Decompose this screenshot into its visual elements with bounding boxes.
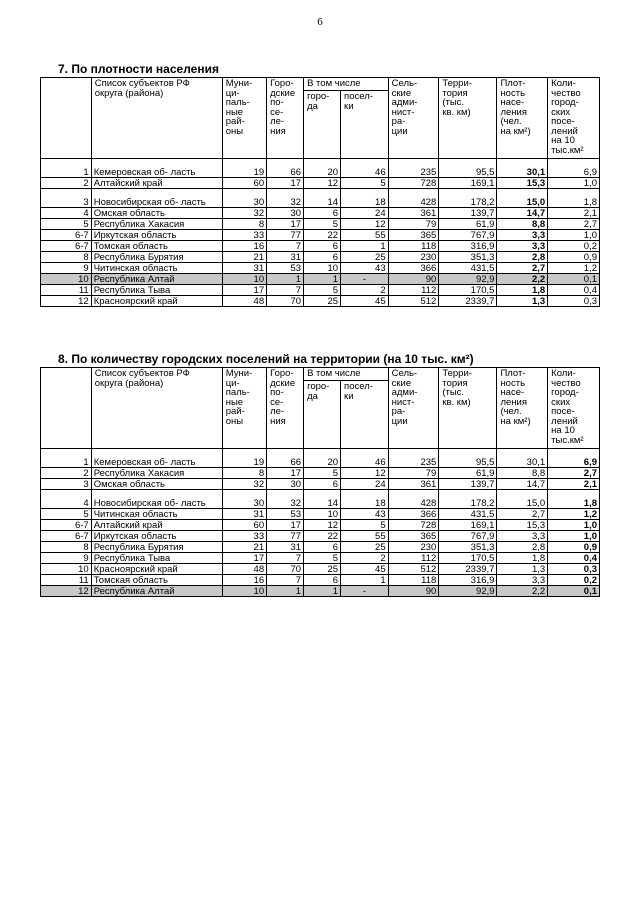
territory-cell: 351,3 bbox=[439, 542, 497, 553]
header-urban-settlements: Горо- дские по- се- ле- ния bbox=[267, 78, 304, 159]
rank-cell: 4 bbox=[41, 490, 92, 509]
settlements-cell: 1 bbox=[341, 575, 389, 586]
urban-count-cell: 1,8 bbox=[548, 189, 600, 208]
header-including: В том числе bbox=[304, 368, 389, 381]
settlements-cell: 12 bbox=[341, 468, 389, 479]
settlements-cell: 55 bbox=[341, 531, 389, 542]
subject-name-cell: Омская область bbox=[91, 479, 222, 490]
density-cell: 30,1 bbox=[497, 449, 548, 468]
urban-count-cell: 0,9 bbox=[548, 252, 600, 263]
settlements-cell: 12 bbox=[341, 219, 389, 230]
table-row bbox=[41, 230, 600, 241]
territory-cell: 2339,7 bbox=[439, 296, 497, 307]
table-row bbox=[41, 263, 600, 274]
urban-count-cell: 0,1 bbox=[548, 586, 600, 597]
territory-cell: 316,9 bbox=[439, 241, 497, 252]
settlements-cell: 25 bbox=[341, 252, 389, 263]
subject-name-cell: Республика Тыва bbox=[91, 285, 222, 296]
rural-administrations-cell: 361 bbox=[388, 479, 439, 490]
territory-cell: 2339,7 bbox=[439, 564, 497, 575]
subject-name-cell: Республика Алтай bbox=[91, 586, 222, 597]
settlements-cell: 46 bbox=[341, 159, 389, 178]
table-row bbox=[41, 296, 600, 307]
settlements-cell: 18 bbox=[341, 189, 389, 208]
territory-cell: 767,9 bbox=[439, 531, 497, 542]
urban-settlements-ranking-table bbox=[40, 367, 600, 597]
municipal-districts-cell: 8 bbox=[222, 468, 266, 479]
cities-cell: 22 bbox=[304, 230, 341, 241]
territory-cell: 95,5 bbox=[439, 159, 497, 178]
cities-cell: 12 bbox=[304, 178, 341, 189]
urban-count-cell: 2,1 bbox=[548, 479, 600, 490]
subject-name-cell: Иркутская область bbox=[91, 230, 222, 241]
urban-settlements-cell: 31 bbox=[267, 542, 304, 553]
urban-count-cell: 6,9 bbox=[548, 449, 600, 468]
density-cell: 14,7 bbox=[497, 479, 548, 490]
settlements-cell: 25 bbox=[341, 542, 389, 553]
cities-cell: 6 bbox=[304, 241, 341, 252]
rank-cell: 11 bbox=[41, 285, 92, 296]
cities-cell: 6 bbox=[304, 575, 341, 586]
municipal-districts-cell: 32 bbox=[222, 208, 266, 219]
settlements-cell: - bbox=[341, 586, 389, 597]
header-settlements: посел- ки bbox=[341, 91, 389, 159]
rural-administrations-cell: 90 bbox=[388, 274, 439, 285]
cities-cell: 22 bbox=[304, 531, 341, 542]
density-cell: 2,2 bbox=[497, 586, 548, 597]
rural-administrations-cell: 235 bbox=[388, 159, 439, 178]
subject-name-cell: Алтайский край bbox=[91, 520, 222, 531]
settlements-cell: 5 bbox=[341, 520, 389, 531]
urban-settlements-cell: 32 bbox=[267, 490, 304, 509]
cities-cell: 1 bbox=[304, 586, 341, 597]
subject-name-cell: Республика Тыва bbox=[91, 553, 222, 564]
rank-cell: 6-7 bbox=[41, 241, 92, 252]
urban-count-cell: 0,1 bbox=[548, 274, 600, 285]
rural-administrations-cell: 365 bbox=[388, 531, 439, 542]
settlements-cell: 45 bbox=[341, 564, 389, 575]
urban-settlements-cell: 7 bbox=[267, 575, 304, 586]
subject-name-cell: Кемеровская об- ласть bbox=[91, 449, 222, 468]
rank-cell: 1 bbox=[41, 159, 92, 178]
header-rank bbox=[41, 78, 92, 159]
settlements-cell: 24 bbox=[341, 479, 389, 490]
urban-settlements-cell: 70 bbox=[267, 564, 304, 575]
municipal-districts-cell: 32 bbox=[222, 479, 266, 490]
settlements-cell: 43 bbox=[341, 509, 389, 520]
rural-administrations-cell: 112 bbox=[388, 553, 439, 564]
subject-name-cell: Читинская область bbox=[91, 509, 222, 520]
urban-count-cell: 1,8 bbox=[548, 490, 600, 509]
settlements-cell: 24 bbox=[341, 208, 389, 219]
subject-name-cell: Республика Алтай bbox=[91, 274, 222, 285]
table-row bbox=[41, 575, 600, 586]
territory-cell: 169,1 bbox=[439, 520, 497, 531]
subject-name-cell: Республика Хакасия bbox=[91, 219, 222, 230]
density-cell: 1,8 bbox=[497, 285, 548, 296]
rank-cell: 4 bbox=[41, 208, 92, 219]
density-cell: 1,8 bbox=[497, 553, 548, 564]
territory-cell: 61,9 bbox=[439, 468, 497, 479]
table-row bbox=[41, 509, 600, 520]
table-row bbox=[41, 241, 600, 252]
rank-cell: 12 bbox=[41, 296, 92, 307]
urban-count-cell: 1,0 bbox=[548, 520, 600, 531]
section-title-urban-count: 8. По количеству городских поселений на территории (на 10 тыс. км²) bbox=[58, 352, 474, 366]
rural-administrations-cell: 366 bbox=[388, 263, 439, 274]
header-population-density: Плот- ность насе- ления (чел. на км²) bbox=[497, 368, 548, 449]
urban-count-cell: 0,2 bbox=[548, 241, 600, 252]
rank-cell: 10 bbox=[41, 274, 92, 285]
settlements-cell: 2 bbox=[341, 285, 389, 296]
rural-administrations-cell: 728 bbox=[388, 520, 439, 531]
cities-cell: 5 bbox=[304, 219, 341, 230]
municipal-districts-cell: 17 bbox=[222, 553, 266, 564]
density-cell: 2,2 bbox=[497, 274, 548, 285]
header-cities: горо- да bbox=[304, 381, 341, 449]
table-row bbox=[41, 531, 600, 542]
settlements-cell: 45 bbox=[341, 296, 389, 307]
subject-name-cell: Алтайский край bbox=[91, 178, 222, 189]
rural-administrations-cell: 512 bbox=[388, 564, 439, 575]
urban-settlements-cell: 77 bbox=[267, 531, 304, 542]
territory-cell: 178,2 bbox=[439, 189, 497, 208]
municipal-districts-cell: 33 bbox=[222, 230, 266, 241]
rank-cell: 6-7 bbox=[41, 230, 92, 241]
settlements-cell: 46 bbox=[341, 449, 389, 468]
table-row bbox=[41, 586, 600, 597]
rural-administrations-cell: 112 bbox=[388, 285, 439, 296]
urban-settlements-cell: 66 bbox=[267, 449, 304, 468]
settlements-cell: - bbox=[341, 274, 389, 285]
rural-administrations-cell: 230 bbox=[388, 542, 439, 553]
cities-cell: 14 bbox=[304, 189, 341, 208]
rank-cell: 5 bbox=[41, 219, 92, 230]
density-cell: 2,8 bbox=[497, 542, 548, 553]
settlements-cell: 1 bbox=[341, 241, 389, 252]
municipal-districts-cell: 48 bbox=[222, 564, 266, 575]
header-subject-name: Список субъектов РФ округа (района) bbox=[91, 368, 222, 449]
density-cell: 14,7 bbox=[497, 208, 548, 219]
municipal-districts-cell: 30 bbox=[222, 490, 266, 509]
rank-cell: 2 bbox=[41, 178, 92, 189]
settlements-cell: 5 bbox=[341, 178, 389, 189]
cities-cell: 1 bbox=[304, 274, 341, 285]
rural-administrations-cell: 365 bbox=[388, 230, 439, 241]
cities-cell: 10 bbox=[304, 509, 341, 520]
urban-count-cell: 2,7 bbox=[548, 219, 600, 230]
subject-name-cell: Республика Хакасия bbox=[91, 468, 222, 479]
density-cell: 1,3 bbox=[497, 564, 548, 575]
header-cities: горо- да bbox=[304, 91, 341, 159]
urban-count-cell: 2,7 bbox=[548, 468, 600, 479]
rank-cell: 3 bbox=[41, 189, 92, 208]
header-settlements: посел- ки bbox=[341, 381, 389, 449]
subject-name-cell: Новосибирская об- ласть bbox=[91, 490, 222, 509]
density-cell: 3,3 bbox=[497, 230, 548, 241]
subject-name-cell: Читинская область bbox=[91, 263, 222, 274]
table-row bbox=[41, 208, 600, 219]
urban-settlements-cell: 7 bbox=[267, 553, 304, 564]
header-rank bbox=[41, 368, 92, 449]
header-territory: Терри- тория (тыс. кв. км) bbox=[439, 368, 497, 449]
rural-administrations-cell: 79 bbox=[388, 468, 439, 479]
density-cell: 2,7 bbox=[497, 509, 548, 520]
rural-administrations-cell: 230 bbox=[388, 252, 439, 263]
density-cell: 15,3 bbox=[497, 520, 548, 531]
settlements-cell: 18 bbox=[341, 490, 389, 509]
subject-name-cell: Новосибирская об- ласть bbox=[91, 189, 222, 208]
urban-count-cell: 1,0 bbox=[548, 531, 600, 542]
urban-settlements-cell: 30 bbox=[267, 479, 304, 490]
rank-cell: 9 bbox=[41, 263, 92, 274]
cities-cell: 12 bbox=[304, 520, 341, 531]
rank-cell: 11 bbox=[41, 575, 92, 586]
subject-name-cell: Кемеровская об- ласть bbox=[91, 159, 222, 178]
territory-cell: 95,5 bbox=[439, 449, 497, 468]
settlements-cell: 43 bbox=[341, 263, 389, 274]
cities-cell: 5 bbox=[304, 285, 341, 296]
rank-cell: 2 bbox=[41, 468, 92, 479]
table-row bbox=[41, 479, 600, 490]
subject-name-cell: Иркутская область bbox=[91, 531, 222, 542]
subject-name-cell: Томская область bbox=[91, 575, 222, 586]
cities-cell: 6 bbox=[304, 252, 341, 263]
urban-count-cell: 0,3 bbox=[548, 296, 600, 307]
cities-cell: 6 bbox=[304, 208, 341, 219]
header-urban-count-per-10k: Коли- чество город- ских посе- лений на 10 тыс.км² bbox=[548, 368, 600, 449]
rank-cell: 5 bbox=[41, 509, 92, 520]
urban-count-cell: 0,4 bbox=[548, 553, 600, 564]
header-municipal-districts: Муни- ци- паль- ные рай- оны bbox=[222, 368, 266, 449]
table-row bbox=[41, 159, 600, 178]
subject-name-cell: Республика Бурятия bbox=[91, 252, 222, 263]
urban-settlements-cell: 77 bbox=[267, 230, 304, 241]
header-territory: Терри- тория (тыс. кв. км) bbox=[439, 78, 497, 159]
municipal-districts-cell: 48 bbox=[222, 296, 266, 307]
cities-cell: 5 bbox=[304, 553, 341, 564]
rank-cell: 1 bbox=[41, 449, 92, 468]
rural-administrations-cell: 428 bbox=[388, 189, 439, 208]
subject-name-cell: Республика Бурятия bbox=[91, 542, 222, 553]
density-cell: 2,8 bbox=[497, 252, 548, 263]
rank-cell: 8 bbox=[41, 252, 92, 263]
rural-administrations-cell: 361 bbox=[388, 208, 439, 219]
density-cell: 30,1 bbox=[497, 159, 548, 178]
subject-name-cell: Томская область bbox=[91, 241, 222, 252]
territory-cell: 92,9 bbox=[439, 586, 497, 597]
urban-count-cell: 1,2 bbox=[548, 509, 600, 520]
table-row bbox=[41, 520, 600, 531]
urban-count-cell: 0,2 bbox=[548, 575, 600, 586]
urban-settlements-cell: 17 bbox=[267, 468, 304, 479]
section-title-density: 7. По плотности населения bbox=[58, 62, 219, 76]
subject-name-cell: Красноярский край bbox=[91, 564, 222, 575]
municipal-districts-cell: 19 bbox=[222, 159, 266, 178]
rank-cell: 9 bbox=[41, 553, 92, 564]
density-cell: 8,8 bbox=[497, 468, 548, 479]
rural-administrations-cell: 90 bbox=[388, 586, 439, 597]
rural-administrations-cell: 366 bbox=[388, 509, 439, 520]
urban-settlements-cell: 66 bbox=[267, 159, 304, 178]
municipal-districts-cell: 31 bbox=[222, 509, 266, 520]
urban-settlements-cell: 17 bbox=[267, 178, 304, 189]
territory-cell: 351,3 bbox=[439, 252, 497, 263]
municipal-districts-cell: 10 bbox=[222, 586, 266, 597]
urban-count-cell: 6,9 bbox=[548, 159, 600, 178]
rank-cell: 3 bbox=[41, 479, 92, 490]
municipal-districts-cell: 19 bbox=[222, 449, 266, 468]
cities-cell: 20 bbox=[304, 449, 341, 468]
urban-settlements-cell: 1 bbox=[267, 274, 304, 285]
urban-settlements-cell: 53 bbox=[267, 263, 304, 274]
municipal-districts-cell: 16 bbox=[222, 575, 266, 586]
urban-settlements-cell: 7 bbox=[267, 285, 304, 296]
cities-cell: 5 bbox=[304, 468, 341, 479]
urban-settlements-cell: 1 bbox=[267, 586, 304, 597]
cities-cell: 25 bbox=[304, 296, 341, 307]
cities-cell: 25 bbox=[304, 564, 341, 575]
urban-count-cell: 0,9 bbox=[548, 542, 600, 553]
density-ranking-table bbox=[40, 77, 600, 307]
rural-administrations-cell: 512 bbox=[388, 296, 439, 307]
territory-cell: 92,9 bbox=[439, 274, 497, 285]
table-row bbox=[41, 285, 600, 296]
density-cell: 3,3 bbox=[497, 531, 548, 542]
page-number: 6 bbox=[317, 16, 323, 28]
urban-settlements-cell: 32 bbox=[267, 189, 304, 208]
table-row bbox=[41, 490, 600, 509]
urban-count-cell: 0,4 bbox=[548, 285, 600, 296]
header-urban-settlements: Горо- дские по- се- ле- ния bbox=[267, 368, 304, 449]
territory-cell: 316,9 bbox=[439, 575, 497, 586]
table-row bbox=[41, 189, 600, 208]
municipal-districts-cell: 60 bbox=[222, 178, 266, 189]
municipal-districts-cell: 8 bbox=[222, 219, 266, 230]
urban-settlements-cell: 53 bbox=[267, 509, 304, 520]
municipal-districts-cell: 60 bbox=[222, 520, 266, 531]
municipal-districts-cell: 33 bbox=[222, 531, 266, 542]
table-row bbox=[41, 178, 600, 189]
territory-cell: 767,9 bbox=[439, 230, 497, 241]
rural-administrations-cell: 118 bbox=[388, 575, 439, 586]
territory-cell: 170,5 bbox=[439, 553, 497, 564]
density-cell: 2,7 bbox=[497, 263, 548, 274]
density-cell: 3,3 bbox=[497, 575, 548, 586]
density-cell: 15,3 bbox=[497, 178, 548, 189]
header-rural-administrations: Сель- ские адми- нист- ра- ции bbox=[388, 78, 439, 159]
subject-name-cell: Красноярский край bbox=[91, 296, 222, 307]
urban-settlements-cell: 30 bbox=[267, 208, 304, 219]
density-cell: 8,8 bbox=[497, 219, 548, 230]
rural-administrations-cell: 728 bbox=[388, 178, 439, 189]
rank-cell: 8 bbox=[41, 542, 92, 553]
municipal-districts-cell: 16 bbox=[222, 241, 266, 252]
municipal-districts-cell: 10 bbox=[222, 274, 266, 285]
table-row bbox=[41, 468, 600, 479]
territory-cell: 139,7 bbox=[439, 208, 497, 219]
urban-settlements-cell: 17 bbox=[267, 520, 304, 531]
municipal-districts-cell: 17 bbox=[222, 285, 266, 296]
rural-administrations-cell: 235 bbox=[388, 449, 439, 468]
rank-cell: 6-7 bbox=[41, 520, 92, 531]
rural-administrations-cell: 428 bbox=[388, 490, 439, 509]
density-cell: 15,0 bbox=[497, 490, 548, 509]
table-row bbox=[41, 564, 600, 575]
cities-cell: 6 bbox=[304, 542, 341, 553]
table-row bbox=[41, 542, 600, 553]
table-row bbox=[41, 252, 600, 263]
municipal-districts-cell: 30 bbox=[222, 189, 266, 208]
cities-cell: 6 bbox=[304, 479, 341, 490]
cities-cell: 10 bbox=[304, 263, 341, 274]
table-row bbox=[41, 449, 600, 468]
table-row bbox=[41, 553, 600, 564]
municipal-districts-cell: 21 bbox=[222, 542, 266, 553]
urban-count-cell: 1,2 bbox=[548, 263, 600, 274]
urban-count-cell: 1,0 bbox=[548, 178, 600, 189]
table-row bbox=[41, 219, 600, 230]
urban-settlements-cell: 17 bbox=[267, 219, 304, 230]
subject-name-cell: Омская область bbox=[91, 208, 222, 219]
territory-cell: 139,7 bbox=[439, 479, 497, 490]
cities-cell: 20 bbox=[304, 159, 341, 178]
header-subject-name: Список субъектов РФ округа (района) bbox=[91, 78, 222, 159]
rank-cell: 6-7 bbox=[41, 531, 92, 542]
header-including: В том числе bbox=[304, 78, 389, 91]
urban-count-cell: 1,0 bbox=[548, 230, 600, 241]
table-row bbox=[41, 274, 600, 285]
header-rural-administrations: Сель- ские адми- нист- ра- ции bbox=[388, 368, 439, 449]
rank-cell: 12 bbox=[41, 586, 92, 597]
territory-cell: 169,1 bbox=[439, 178, 497, 189]
header-population-density: Плот- ность насе- ления (чел. на км²) bbox=[497, 78, 548, 159]
density-cell: 3,3 bbox=[497, 241, 548, 252]
settlements-cell: 2 bbox=[341, 553, 389, 564]
rural-administrations-cell: 79 bbox=[388, 219, 439, 230]
urban-settlements-cell: 31 bbox=[267, 252, 304, 263]
urban-settlements-cell: 70 bbox=[267, 296, 304, 307]
density-cell: 1,3 bbox=[497, 296, 548, 307]
urban-count-cell: 2,1 bbox=[548, 208, 600, 219]
header-urban-count-per-10k: Коли- чество город- ских посе- лений на 10 тыс.км² bbox=[548, 78, 600, 159]
settlements-cell: 55 bbox=[341, 230, 389, 241]
urban-count-cell: 0,3 bbox=[548, 564, 600, 575]
cities-cell: 14 bbox=[304, 490, 341, 509]
rank-cell: 10 bbox=[41, 564, 92, 575]
municipal-districts-cell: 21 bbox=[222, 252, 266, 263]
density-cell: 15,0 bbox=[497, 189, 548, 208]
rural-administrations-cell: 118 bbox=[388, 241, 439, 252]
urban-settlements-cell: 7 bbox=[267, 241, 304, 252]
territory-cell: 431,5 bbox=[439, 509, 497, 520]
municipal-districts-cell: 31 bbox=[222, 263, 266, 274]
territory-cell: 170,5 bbox=[439, 285, 497, 296]
header-municipal-districts: Муни- ци- паль- ные рай- оны bbox=[222, 78, 266, 159]
territory-cell: 61,9 bbox=[439, 219, 497, 230]
territory-cell: 431,5 bbox=[439, 263, 497, 274]
territory-cell: 178,2 bbox=[439, 490, 497, 509]
